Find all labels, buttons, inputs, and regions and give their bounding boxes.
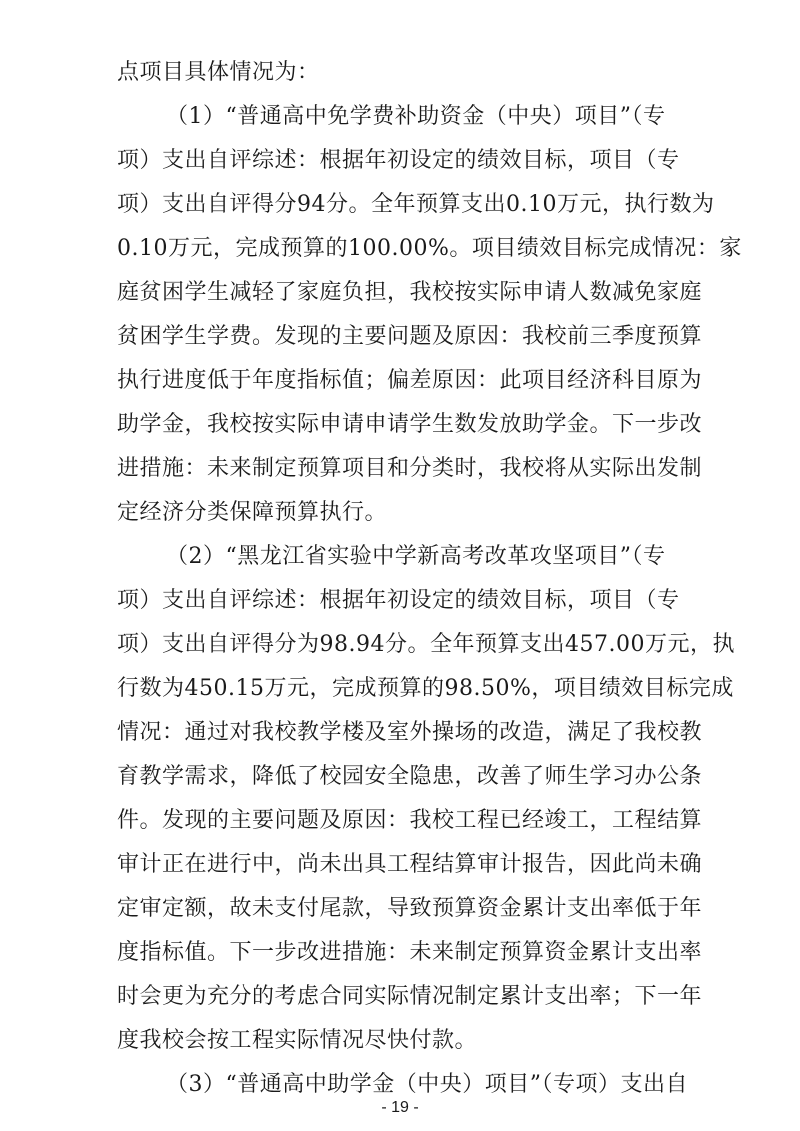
text-line: 庭贫困学生减轻了家庭负担，我校按实际申请人数减免家庭 [117, 280, 703, 305]
text-line: 审计正在进行中，尚未出具工程结算审计报告，因此尚未确 [117, 852, 703, 877]
paragraph-2-heading-line: （2）“黑龙江省实验中学新高考改革攻坚项目”（专 [166, 544, 666, 569]
text-line: 贫困学生学费。发现的主要问题及原因：我校前三季度预算 [117, 324, 703, 349]
text-line: 度我校会按工程实际情况尽快付款。 [117, 1028, 478, 1053]
text-line: 进措施：未来制定预算项目和分类时，我校将从实际出发制 [117, 456, 703, 481]
text-line: 点项目具体情况为： [117, 60, 320, 85]
text-line: 执行进度低于年度指标值；偏差原因：此项目经济科目原为 [117, 368, 703, 393]
text-line: 育教学需求，降低了校园安全隐患，改善了师生学习办公条 [117, 764, 703, 789]
text-line: 项）支出自评得分94分。全年预算支出0.10万元，执行数为 [117, 192, 715, 217]
text-line: 件。发现的主要问题及原因：我校工程已经竣工，工程结算 [117, 808, 703, 833]
paragraph-1-heading-line: （1）“普通高中免学费补助资金（中央）项目”（专 [166, 104, 666, 129]
text-line: 0.10万元，完成预算的100.00%。项目绩效目标完成情况：家 [117, 236, 742, 261]
text-line: 项）支出自评得分为98.94分。全年预算支出457.00万元，执 [117, 632, 735, 657]
text-line: 项）支出自评综述：根据年初设定的绩效目标，项目（专 [117, 588, 680, 613]
page-number: - 19 - [381, 1099, 419, 1116]
text-line: 定审定额，故未支付尾款，导致预算资金累计支出率低于年 [117, 896, 703, 921]
paragraph-3-heading-line: （3）“普通高中助学金（中央）项目”（专项）支出自 [166, 1072, 688, 1097]
text-line: 项）支出自评综述：根据年初设定的绩效目标，项目（专 [117, 148, 680, 173]
text-line: 定经济分类保障预算执行。 [117, 500, 388, 525]
text-line: 行数为450.15万元，完成预算的98.50%，项目绩效目标完成 [117, 676, 734, 701]
text-line: 助学金，我校按实际申请申请学生数发放助学金。下一步改 [117, 412, 703, 437]
text-line: 度指标值。下一步改进措施：未来制定预算资金累计支出率 [117, 940, 703, 965]
text-line: 时会更为充分的考虑合同实际情况制定累计支出率；下一年 [117, 984, 703, 1009]
text-line: 情况：通过对我校教学楼及室外操场的改造，满足了我校教 [117, 720, 703, 745]
